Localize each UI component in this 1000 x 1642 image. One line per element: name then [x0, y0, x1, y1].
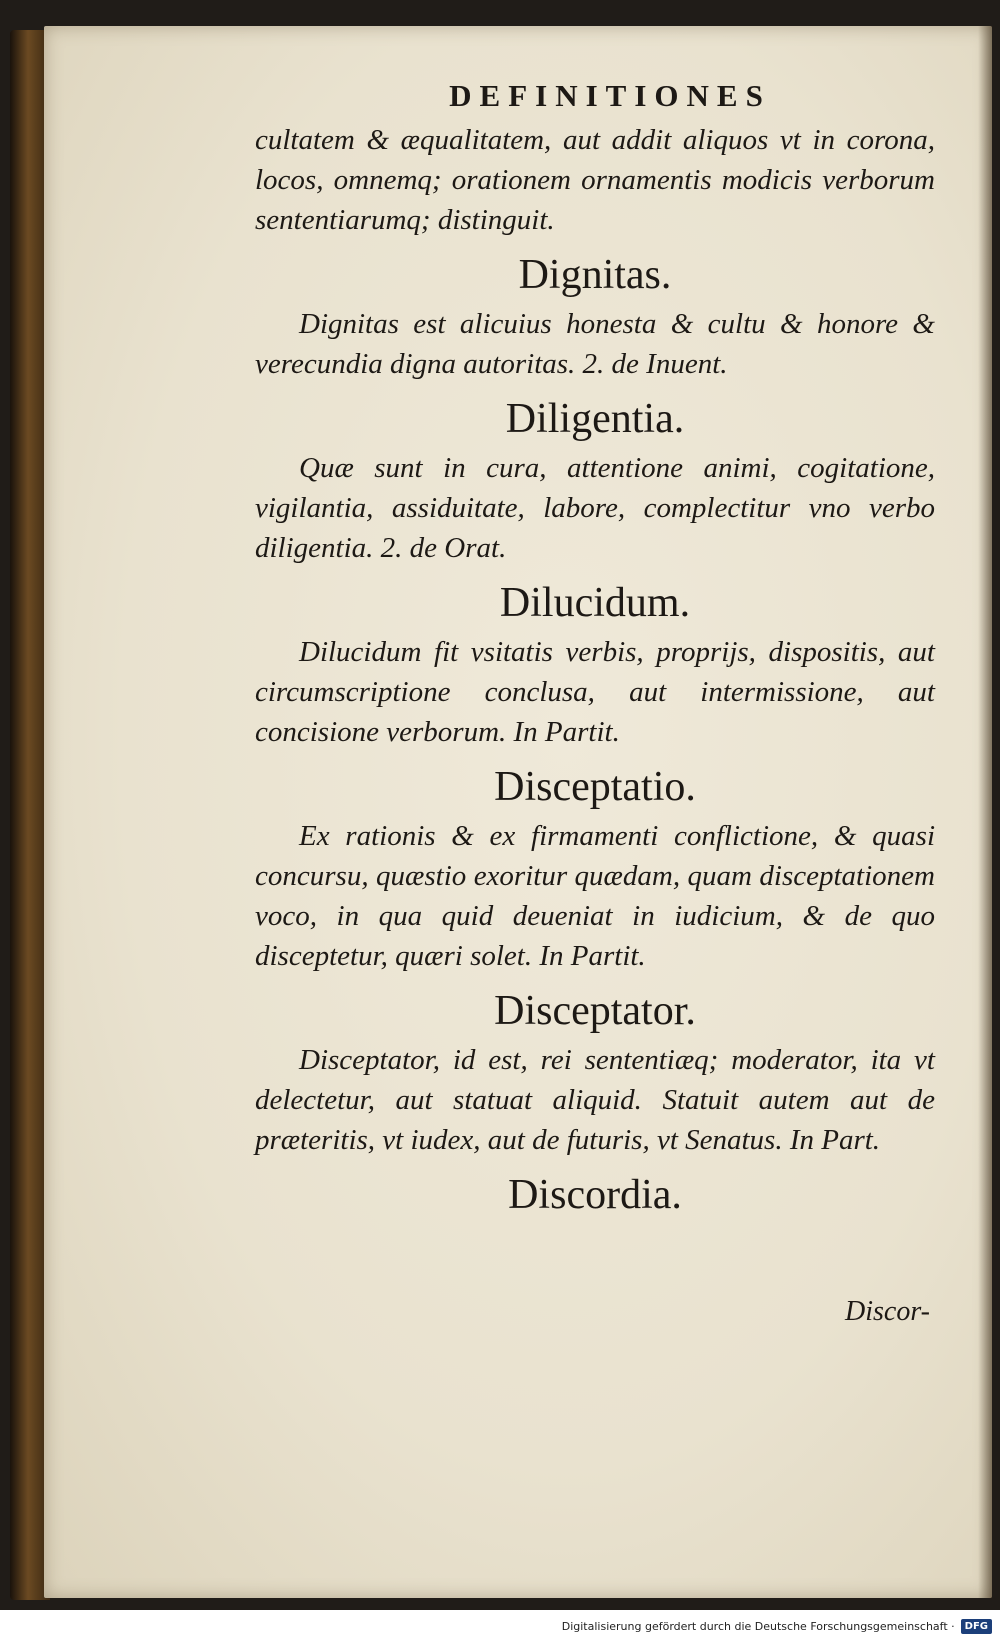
- running-head: DEFINITIONES: [449, 78, 771, 113]
- opening-paragraph: cultatem & æqualitatem, aut addit aliquos vt in corona, locos, omnemq; orationem ornamentis modicis verborum sententiarumq; distinguit.: [255, 124, 935, 236]
- entry-heading-dignitas: Dignitas.: [518, 252, 672, 298]
- entry-text-dilucidum: Dilucidum fit vsitatis verbis, proprijs, dispositis, aut circumscriptione conclusa, aut intermissione, aut concisione verborum. In Partit.: [255, 636, 935, 748]
- footer-bar: [0, 1610, 1000, 1642]
- footer-credit: Digitalisierung gefördert durch die Deutsche Forschungsgemeinschaft ·: [561, 1619, 955, 1633]
- entry-text-disceptatio: Ex rationis & ex firmamenti conflictione, & quasi concursu, quæstio exoritur quædam, quam disceptationem voco, in qua quid deueniat in iudicium, & de quo disceptetur, quæri solet. In Partit.: [255, 820, 935, 972]
- dfg-logo-icon: DFG: [961, 1619, 992, 1634]
- page-gutter-shadow: [978, 26, 992, 1598]
- entry-text-disceptator: Disceptator, id est, rei sententiæq; moderator, ita vt delectetur, aut statuat aliquid. Statuit autem aut de præteritis, vt iudex, aut de futuris, vt Senatus. In Part.: [255, 1044, 935, 1156]
- entry-heading-diligentia: Diligentia.: [505, 396, 685, 442]
- catchword: Discor-: [845, 1296, 930, 1327]
- text-block: [255, 78, 935, 1224]
- entry-heading-discordia: Discordia.: [508, 1172, 682, 1218]
- entry-heading-disceptatio: Disceptatio.: [494, 764, 696, 810]
- entry-text-dignitas: Dignitas est alicuius honesta & cultu & honore & verecundia digna autoritas. 2. de Inuent.: [255, 308, 935, 380]
- entry-heading-disceptator: Disceptator.: [494, 988, 696, 1034]
- entry-heading-dilucidum: Dilucidum.: [499, 580, 691, 626]
- entry-text-diligentia: Quæ sunt in cura, attentione animi, cogitatione, vigilantia, assiduitate, labore, complectitur vno verbo diligentia. 2. de Orat.: [255, 452, 935, 564]
